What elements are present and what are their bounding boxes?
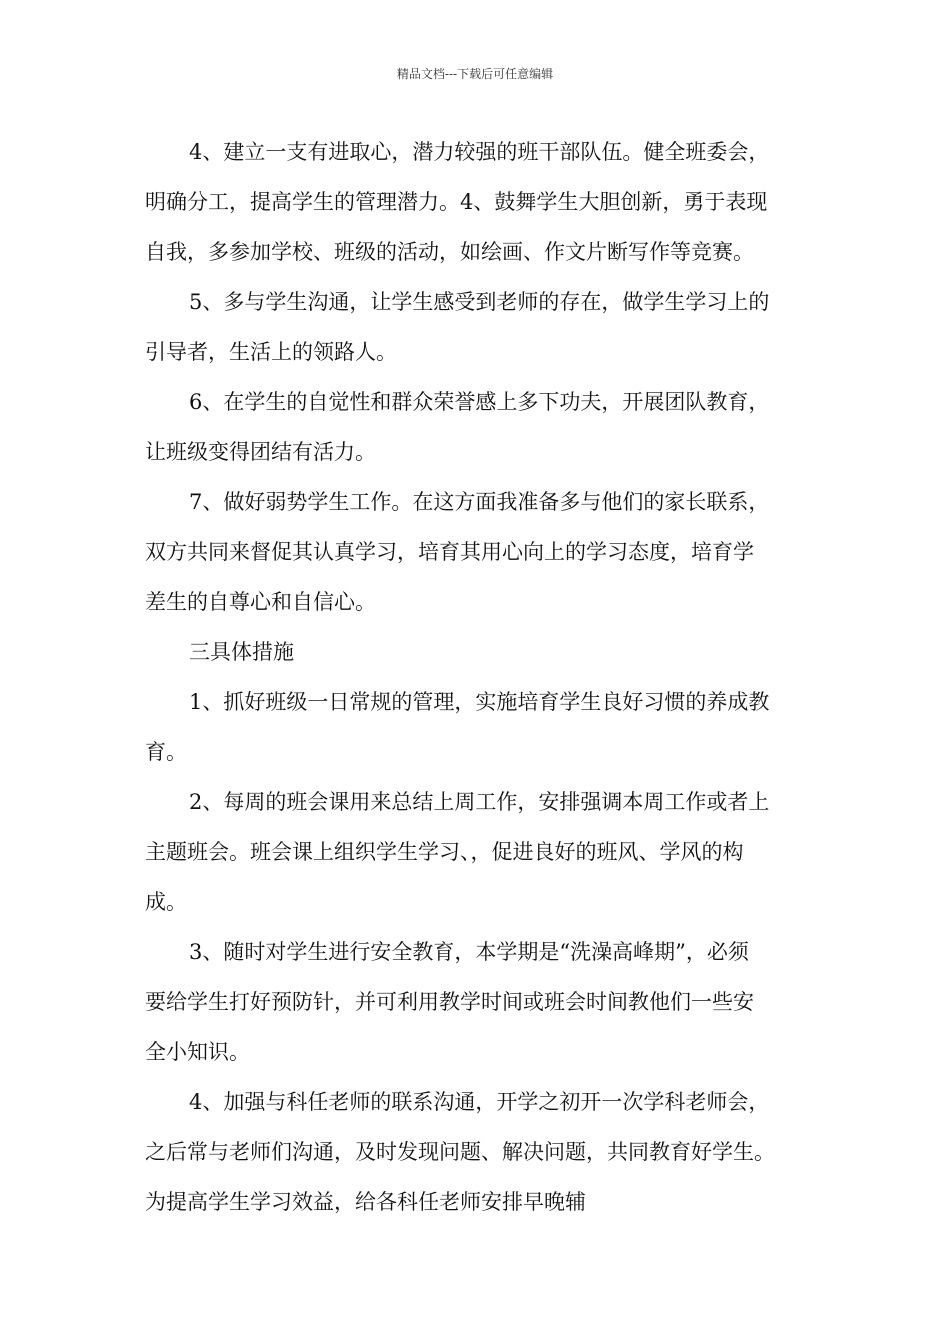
section-heading: 三具体措施 <box>189 640 294 664</box>
text-line: 要给学生打好预防针，并可利用教学时间或班会时间教他们一些安 <box>145 990 754 1014</box>
text-line: 育。 <box>145 740 187 764</box>
text-line: 1、抓好班级一日常规的管理，实施培育学生良好习惯的养成教 <box>189 690 770 714</box>
text-line: 自我，多参加学校、班级的活动，如绘画、作文片断写作等竞赛。 <box>145 240 754 264</box>
paragraph-weak-students <box>145 477 825 627</box>
paragraph-teacher-liaison <box>145 1077 825 1227</box>
page-header: 精品文档---下载后可任意编辑 <box>396 67 554 81</box>
text-line: 让班级变得团结有活力。 <box>145 440 376 464</box>
text-line: 4、加强与科任老师的联系沟通，开学之初开一次学科老师会， <box>189 1090 770 1114</box>
text-line: 4、建立一支有进取心，潜力较强的班干部队伍。健全班委会， <box>189 140 770 164</box>
paragraph-communication <box>145 277 825 377</box>
text-line: 双方共同来督促其认真学习，培育其用心向上的学习态度，培育学 <box>145 540 754 564</box>
text-line: 7、做好弱势学生工作。在这方面我准备多与他们的家长联系， <box>189 490 770 514</box>
text-line: 主题班会。班会课上组织学生学习、，促进良好的班风、学风的构 <box>145 840 744 864</box>
text-line: 引导者，生活上的领路人。 <box>145 340 397 364</box>
text-line: 明确分工，提高学生的管理潜力。4、鼓舞学生大胆创新，勇于表现 <box>145 190 768 214</box>
text-line: 之后常与老师们沟通，及时发现问题、解决问题，共同教育好学生。 <box>145 1140 775 1164</box>
paragraph-class-meeting <box>145 777 825 927</box>
text-line: 6、在学生的自觉性和群众荣誉感上多下功夫，开展团队教育， <box>189 390 770 414</box>
paragraph-class-committee <box>145 127 825 277</box>
paragraph-team-education <box>145 377 825 477</box>
text-line: 为提高学生学习效益，给各科任老师安排早晚辅 <box>145 1190 586 1214</box>
section-heading-measures <box>145 627 825 677</box>
text-line: 成。 <box>145 890 187 914</box>
paragraph-safety-education <box>145 927 825 1077</box>
text-line: 差生的自尊心和自信心。 <box>145 590 376 614</box>
text-line: 全小知识。 <box>145 1040 250 1064</box>
paragraph-daily-routine <box>145 677 825 777</box>
text-line: 2、每周的班会课用来总结上周工作，安排强调本周工作或者上 <box>189 790 770 814</box>
text-line: 3、随时对学生进行安全教育，本学期是“洗澡高峰期”，必须 <box>189 940 749 964</box>
document-body <box>145 127 825 1227</box>
text-line: 5、多与学生沟通，让学生感受到老师的存在，做学生学习上的 <box>189 290 770 314</box>
